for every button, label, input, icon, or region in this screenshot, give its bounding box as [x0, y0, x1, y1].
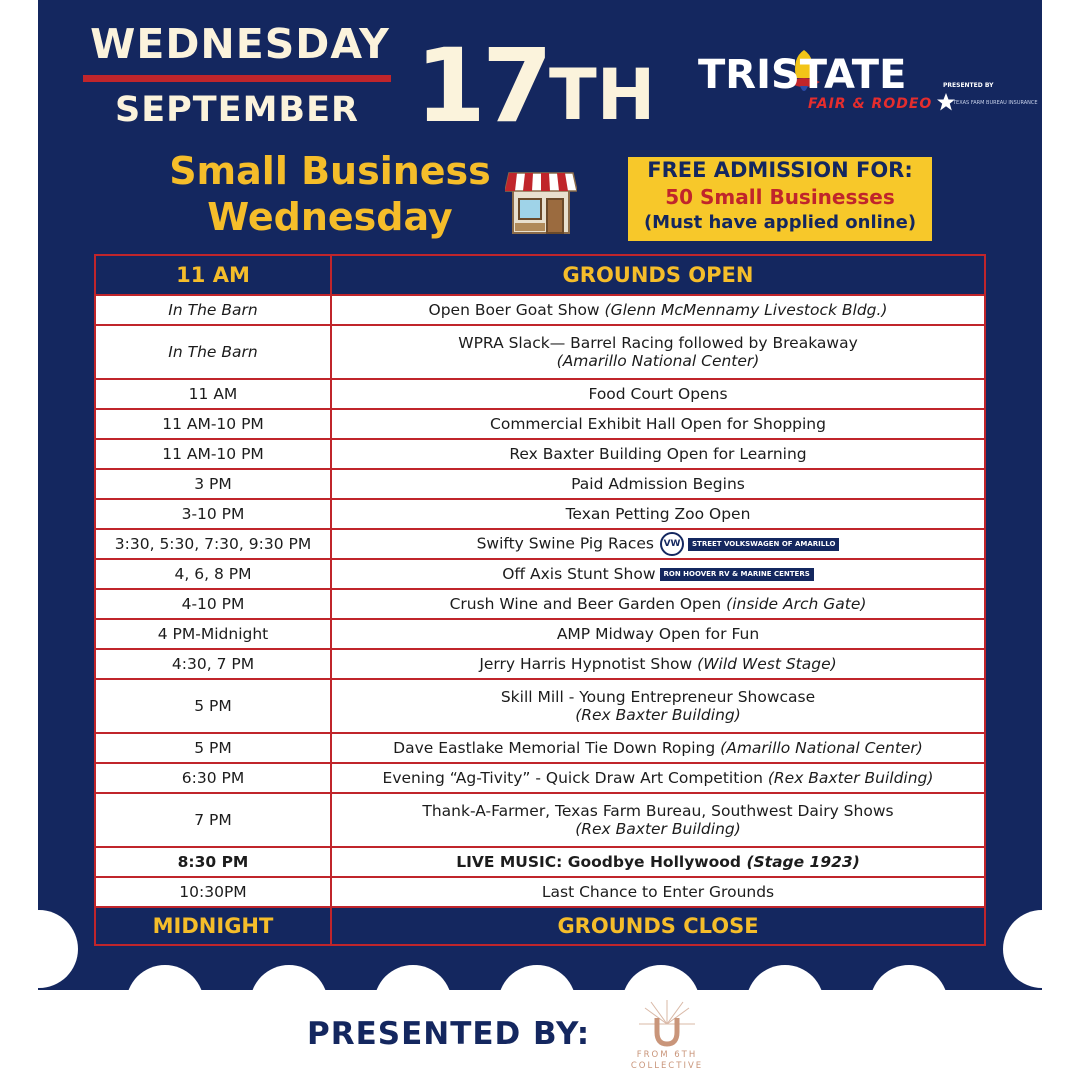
headline [150, 148, 510, 240]
schedule-row [95, 325, 985, 379]
schedule-time: 11 AM-10 PM [95, 409, 331, 439]
event-name: LIVE MUSIC: Goodbye Hollywood [456, 853, 742, 871]
event-venue: (Stage 1923) [746, 853, 860, 871]
schedule-event [331, 409, 985, 439]
schedule-event [331, 325, 985, 379]
schedule-row [95, 847, 985, 877]
event-venue: (Amarillo National Center) [556, 352, 760, 370]
schedule-event [331, 793, 985, 847]
event-venue: (Amarillo National Center) [720, 739, 923, 757]
admission-title: FREE ADMISSION FOR: [647, 158, 913, 182]
headline-line2: Wednesday [207, 195, 453, 239]
schedule-time: 5 PM [95, 733, 331, 763]
admission-count: 50 Small Businesses [665, 185, 895, 209]
event-name: Commercial Exhibit Hall Open for Shopping [490, 415, 826, 433]
schedule-event [331, 619, 985, 649]
logo-presented-by: PRESENTED BY [943, 82, 994, 89]
event-name: WPRA Slack— Barrel Racing followed by Breakaway [458, 334, 858, 352]
presented-by-label: PRESENTED BY: [307, 1016, 591, 1052]
ticket-scallop [126, 965, 204, 1043]
schedule-time: 11 AM-10 PM [95, 439, 331, 469]
event-name: Swifty Swine Pig Races [476, 534, 655, 553]
schedule-event [331, 763, 985, 793]
schedule-row [95, 469, 985, 499]
event-name: Last Chance to Enter Grounds [541, 883, 775, 901]
admission-note: (Must have applied online) [643, 212, 917, 233]
event-name: Thank-A-Farmer, Texas Farm Bureau, Southwest Dairy Shows [422, 802, 894, 820]
schedule-row [95, 409, 985, 439]
schedule-row [95, 529, 985, 559]
schedule-row [95, 379, 985, 409]
schedule-time: 3 PM [95, 469, 331, 499]
event-name: Food Court Opens [588, 385, 728, 403]
schedule-close-row [95, 907, 985, 945]
schedule-event [331, 499, 985, 529]
event-name: Texan Petting Zoo Open [565, 505, 751, 523]
schedule-event [331, 649, 985, 679]
sponsor-logo: RON HOOVER RV & MARINE CENTERS [660, 568, 814, 581]
sponsor-logo: STREET VOLKSWAGEN OF AMARILLO [688, 538, 839, 551]
ticket-scallop [870, 965, 948, 1043]
schedule-row [95, 589, 985, 619]
schedule-time: In The Barn [95, 295, 331, 325]
schedule-time: 4-10 PM [95, 589, 331, 619]
schedule-time: 3-10 PM [95, 499, 331, 529]
schedule-time: 5 PM [95, 679, 331, 733]
schedule-event [331, 529, 985, 559]
schedule-time: 3:30, 5:30, 7:30, 9:30 PM [95, 529, 331, 559]
schedule-row [95, 439, 985, 469]
event-name: Crush Wine and Beer Garden Open [449, 595, 722, 613]
schedule-row [95, 733, 985, 763]
schedule-event [331, 295, 985, 325]
schedule-time: 7 PM [95, 793, 331, 847]
ticket-scallop [746, 965, 824, 1043]
schedule-time: 4 PM-Midnight [95, 619, 331, 649]
presenter-name-line2: COLLECTIVE [630, 1061, 704, 1071]
logo-text: TRISTATE [698, 52, 907, 98]
schedule-time: 4:30, 7 PM [95, 649, 331, 679]
schedule-event [331, 559, 985, 589]
volkswagen-logo-icon: VW [660, 532, 684, 556]
schedule-header-row [95, 255, 985, 295]
schedule-time: 11 AM [95, 379, 331, 409]
schedule-event [331, 847, 985, 877]
tristate-logo [698, 52, 1038, 122]
schedule-event [331, 469, 985, 499]
schedule-event [331, 379, 985, 409]
event-name: AMP Midway Open for Fun [556, 625, 760, 643]
schedule-row [95, 649, 985, 679]
event-name: Rex Baxter Building Open for Learning [509, 445, 807, 463]
schedule-row [95, 499, 985, 529]
schedule-row [95, 877, 985, 907]
event-name: Dave Eastlake Memorial Tie Down Roping [393, 739, 716, 757]
ticket-notch-left [0, 910, 78, 988]
admission-banner [628, 157, 932, 241]
logo-subtitle: FAIR & RODEO [808, 96, 933, 112]
schedule-table [94, 254, 986, 946]
schedule-event [331, 877, 985, 907]
event-name: Evening “Ag-Tivity” - Quick Draw Art Competition [382, 769, 763, 787]
presenter-name-line1: FROM 6TH [636, 1050, 698, 1060]
date-number [415, 27, 656, 146]
schedule-row [95, 793, 985, 847]
schedule-event [331, 733, 985, 763]
storefront-icon [505, 165, 577, 235]
schedule-time: 4, 6, 8 PM [95, 559, 331, 589]
schedule-row [95, 295, 985, 325]
event-name: Jerry Harris Hypnotist Show [479, 655, 693, 673]
presenter-name [612, 1050, 722, 1072]
presenter-logo [612, 990, 722, 1080]
schedule-time: In The Barn [95, 325, 331, 379]
event-venue: (Rex Baxter Building) [575, 706, 741, 724]
event-venue: (Glenn McMennamy Livestock Bldg.) [604, 301, 888, 319]
logo-sponsor: TEXAS FARM BUREAU INSURANCE [953, 100, 1038, 106]
schedule-row [95, 619, 985, 649]
horseshoe-icon [637, 998, 697, 1050]
date-day: 17 [415, 27, 549, 146]
schedule-row [95, 679, 985, 733]
date-suffix: TH [548, 54, 656, 136]
schedule-time: 6:30 PM [95, 763, 331, 793]
event-venue: (inside Arch Gate) [726, 595, 867, 613]
close-time: MIDNIGHT [95, 907, 331, 945]
event-name: Open Boer Goat Show [428, 301, 600, 319]
event-name: Paid Admission Begins [571, 475, 745, 493]
headline-line1: Small Business [169, 149, 491, 193]
divider [83, 75, 391, 82]
schedule-time: 8:30 PM [95, 847, 331, 877]
schedule-event [331, 679, 985, 733]
schedule-event [331, 589, 985, 619]
month-title: SEPTEMBER [115, 90, 359, 130]
event-venue: (Rex Baxter Building) [767, 769, 934, 787]
open-label: GROUNDS OPEN [331, 255, 985, 295]
open-time: 11 AM [95, 255, 331, 295]
event-venue: (Wild West Stage) [697, 655, 837, 673]
event-name: Off Axis Stunt Show [502, 565, 656, 583]
schedule-row [95, 559, 985, 589]
event-name: Skill Mill - Young Entrepreneur Showcase [500, 688, 816, 706]
schedule-row [95, 763, 985, 793]
schedule-event [331, 439, 985, 469]
ticket-notch-right [1003, 910, 1080, 988]
close-label: GROUNDS CLOSE [331, 907, 985, 945]
schedule-time: 10:30PM [95, 877, 331, 907]
event-venue: (Rex Baxter Building) [575, 820, 741, 838]
day-title: WEDNESDAY [90, 20, 390, 68]
